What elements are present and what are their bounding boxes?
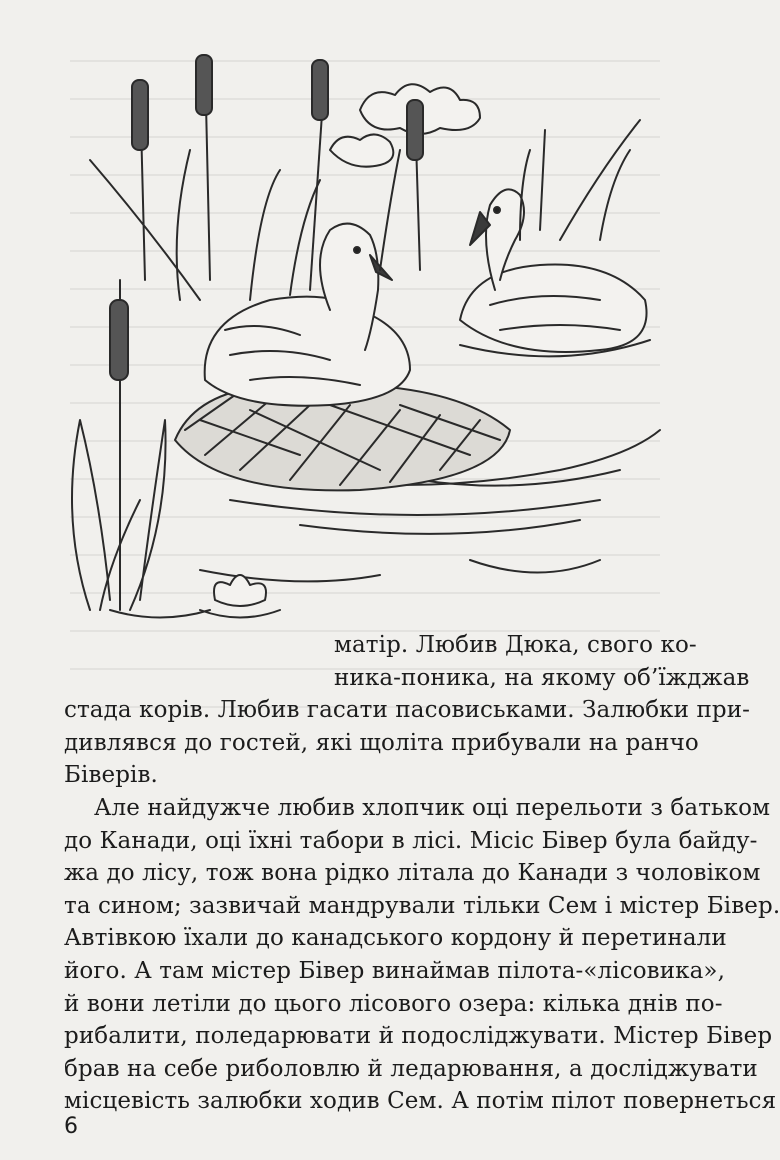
text-line: ника-поника, на якому об’їжджав	[334, 664, 750, 691]
text-line: жа до лісу, тож вона рідко літала до Канади з чоловіком	[64, 860, 761, 887]
swans-illustration	[0, 0, 705, 640]
text-line: до Канади, оці їхні табори в лісі. Місіс Бівер була байду-	[64, 827, 758, 854]
text-line: дивлявся до гостей, які щоліта прибували на ранчо	[64, 729, 699, 756]
text-line: місцевість залюбки ходив Сем. А потім пілот повернеться	[64, 1088, 777, 1115]
page-number: 6	[64, 1114, 78, 1139]
text-line: й вони летіли до цього лісового озера: кілька днів по-	[64, 990, 723, 1017]
text-line: його. А там містер Бівер винаймав пілота-«лісовика»,	[64, 957, 725, 984]
text-line: матір. Любив Дюка, свого ко-	[334, 632, 697, 658]
text-line: рибалити, поледарювати й подосліджувати. Містер Бівер	[64, 1023, 773, 1050]
text-line: Автівкою їхали до канадського кордону й перетинали	[64, 925, 727, 952]
text-line: стада корів. Любив гасати пасовиськами. Залюбки при-	[64, 697, 751, 724]
text-line: та сином; зазвичай мандрували тільки Сем і містер Бівер.	[64, 892, 780, 919]
text-line: Біверів.	[64, 762, 158, 789]
text-line: брав на себе риболовлю й ледарювання, а досліджувати	[64, 1055, 758, 1082]
two-swans-reed-pond-icon	[0, 0, 705, 640]
text-line: Але найдужче любив хлопчик оці перельоти з батьком	[94, 794, 771, 821]
